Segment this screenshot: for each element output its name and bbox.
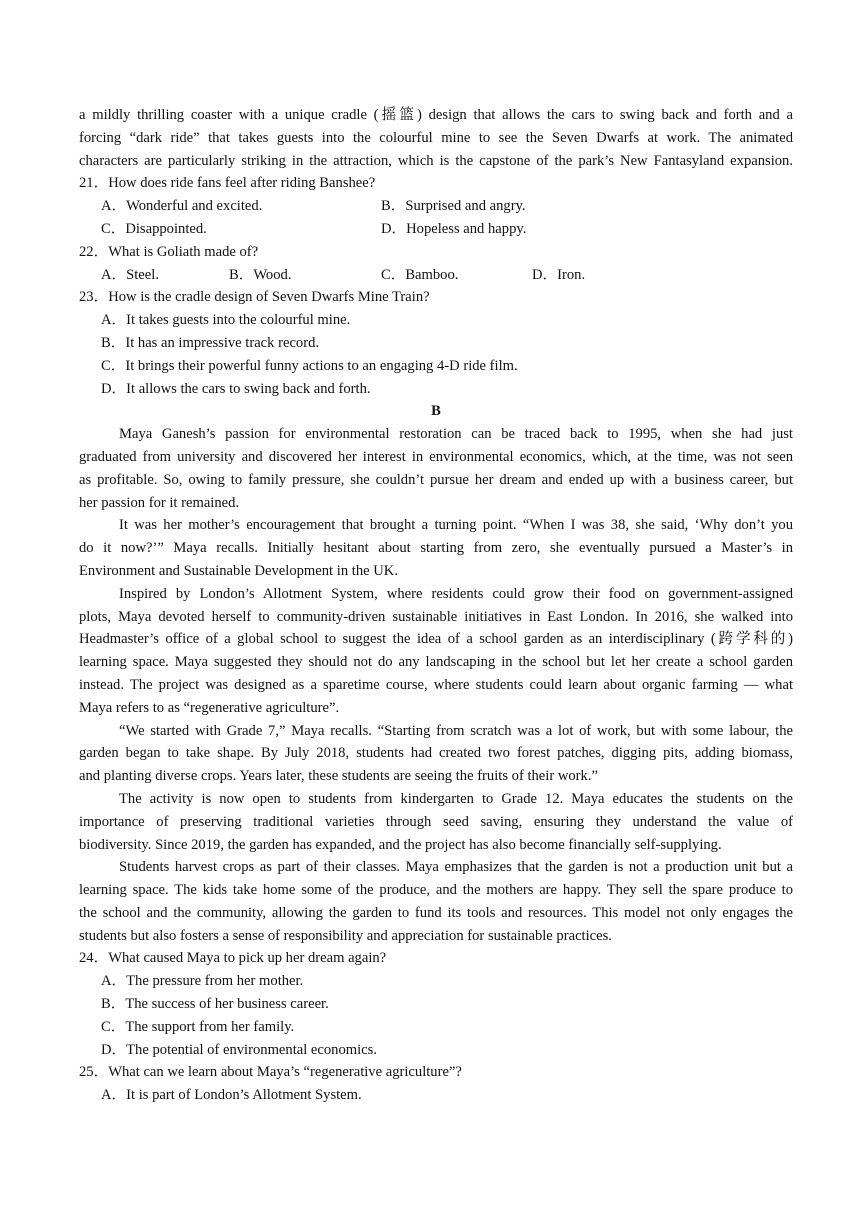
option-c: C．The support from her family. [101,1018,295,1035]
paragraph [79,583,793,720]
text-line: Students harvest crops as part of their classes. Maya emphasizes that the garden is not a production unit but a [119,859,793,876]
option-d: D．The potential of environmental economics. [101,1041,377,1058]
paragraph [79,720,793,788]
text-line: her passion for it remained. [79,494,240,511]
question-22 [79,241,793,287]
option-c: C．It brings their powerful funny actions to an engaging 4-D ride film. [101,357,518,374]
text-line: instead. The project was designed as a sparetime course, where students could learn about organic farming — what [79,676,793,693]
text-line: Maya Ganesh’s passion for environmental restoration can be traced back to 1995, when she had just [119,426,793,443]
option-a: A．Steel. [101,266,159,283]
question-stem: 23．How is the cradle design of Seven Dwarfs Mine Train? [79,289,430,306]
document-page [79,104,793,1107]
text-line: Inspired by London’s Allotment System, where residents could grow their food on government-assigned [119,585,793,602]
option-row [79,218,793,241]
question-stem: 24．What caused Maya to pick up her dream again? [79,950,387,967]
text-line: garden began to take shape. By July 2018, students had created two forest patches, digging pits, adding biomass, [79,745,793,762]
text-line: biodiversity. Since 2019, the garden has expanded, and the project has also become financially self-supplying. [79,836,722,853]
option-d: D．Iron. [532,266,586,283]
option-c: C．Disappointed. [101,220,207,237]
question-23 [79,286,793,400]
text-line: students but also fosters a sense of responsibility and appreciation for sustainable practices. [79,927,612,944]
text-line: learning space. The kids take home some of the produce, and the mothers are happy. They sell the spare produce to [79,882,793,899]
option-b: B．It has an impressive track record. [101,334,320,351]
text-line: plots, Maya devoted herself to community-driven sustainable initiatives in East London. In 2016, she walked into [79,608,793,625]
text-line: graduated from university and discovered her interest in environmental economics, which, at the time, was not seen [79,448,793,465]
text-line: learning space. Maya suggested they should not do any landscaping in the school but let her create a school garden [79,654,793,671]
option-a: A．It is part of London’s Allotment System. [101,1087,362,1104]
question-stem: 21．How does ride fans feel after riding Banshee? [79,175,376,192]
option-b: B．Surprised and angry. [381,198,526,215]
question-24 [79,947,793,1061]
text-line: Environment and Sustainable Development in the UK. [79,562,398,579]
text-line: and planting diverse crops. Years later, these students are seeing the fruits of their work.” [79,768,598,785]
option-a: A．It takes guests into the colourful mine. [101,312,351,329]
option-b: B．Wood. [229,266,292,283]
question-21 [79,172,793,240]
option-c: C．Bamboo. [381,266,459,283]
paragraph [79,514,793,582]
text-line: do it now?’” Maya recalls. Initially hesitant about starting from zero, she eventually pursued a Master’s in [79,540,793,557]
text-line: as profitable. So, owing to family pressure, she couldn’t pursue her dream and ended up with a business career, but [79,471,793,488]
text-line: Headmaster’s office of a global school to suggest the idea of a school garden as an interdisciplinary (跨学科的) [79,631,793,648]
option-row [79,195,793,218]
text-line: It was her mother’s encouragement that brought a turning point. “When I was 38, she said, ‘Why don’t you [119,517,793,534]
text-line: the school and the community, allowing the garden to fund its tools and resources. This model not only engages the [79,904,793,921]
text-line: The activity is now open to students from kindergarten to Grade 12. Maya educates the students on the [119,790,793,807]
question-stem: 25．What can we learn about Maya’s “regenerative agriculture”? [79,1064,462,1081]
paragraph [79,788,793,856]
option-a: A．Wonderful and excited. [101,198,263,215]
text-line: importance of preserving traditional varieties through seed saving, ensuring they understand the value of [79,813,793,830]
option-row [79,264,793,287]
text-line: a mildly thrilling coaster with a unique cradle (摇篮) design that allows the cars to swing back and forth and a [79,107,793,123]
text-line: Maya refers to as “regenerative agriculture”. [79,699,340,716]
text-line: forcing “dark ride” that takes guests into the colourful mine to see the Seven Dwarfs at work. The animated [79,129,793,146]
passage-b [79,423,793,947]
text-line: characters are particularly striking in the attraction, which is the capstone of the park’s New Fantasyland expansion. [79,152,793,169]
passage-a-tail [79,104,793,172]
paragraph [79,423,793,514]
question-stem: 22．What is Goliath made of? [79,243,259,260]
option-b: B．The success of her business career. [101,996,329,1013]
section-heading: B [431,403,441,420]
option-a: A．The pressure from her mother. [101,973,304,990]
question-25 [79,1061,793,1107]
paragraph [79,856,793,947]
option-d: D．Hopeless and happy. [381,220,527,237]
text-line: “We started with Grade 7,” Maya recalls. “Starting from scratch was a lot of work, but with some labour, the [119,722,793,739]
option-d: D．It allows the cars to swing back and forth. [101,380,371,397]
